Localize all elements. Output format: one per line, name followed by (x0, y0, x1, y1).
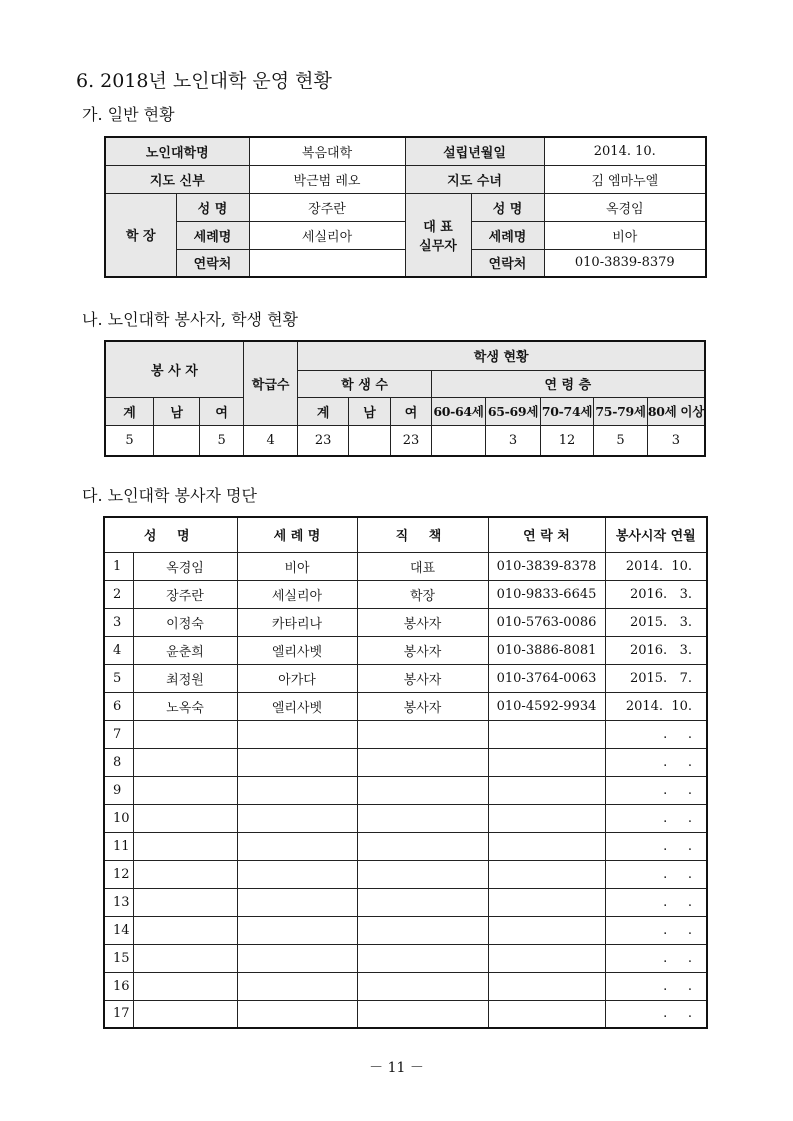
row-number: 1 (104, 552, 133, 580)
row-baptismal (237, 832, 357, 860)
row-name (133, 916, 237, 944)
row-start-date: 2016. 3. (605, 636, 707, 664)
label-principal-name: 성 명 (176, 193, 249, 221)
value-univ-name: 복음대학 (249, 137, 405, 165)
row-role (357, 860, 488, 888)
row-number: 13 (104, 888, 133, 916)
row-name (133, 832, 237, 860)
value-age-60-64 (431, 425, 486, 456)
row-names (105, 193, 706, 221)
row-start-date: . . (605, 888, 707, 916)
row-start-date: . . (605, 832, 707, 860)
table-row (104, 860, 707, 888)
label-univ-name: 노인대학명 (105, 137, 249, 165)
row-start-date: 2015. 7. (605, 664, 707, 692)
row-number: 5 (104, 664, 133, 692)
table-row (104, 692, 707, 720)
label-vol-male: 남 (153, 397, 199, 425)
label-founded: 설립년월일 (405, 137, 544, 165)
row-phone (488, 804, 605, 832)
row-start-date: 2016. 3. (605, 580, 707, 608)
row-number: 4 (104, 636, 133, 664)
row-number: 15 (104, 944, 133, 972)
section2-heading: 나. 노인대학 봉사자, 학생 현황 (82, 310, 298, 329)
value-classes: 4 (243, 425, 298, 456)
header-start: 봉사시작 연월 (605, 517, 707, 552)
table-row (104, 804, 707, 832)
row-number: 8 (104, 748, 133, 776)
table-row (104, 636, 707, 664)
value-rep-contact: 010-3839-8379 (544, 249, 706, 277)
value-vol-female: 5 (200, 425, 243, 456)
row-number: 7 (104, 720, 133, 748)
row-role: 학장 (357, 580, 488, 608)
row-phone (488, 860, 605, 888)
general-status-table (104, 136, 707, 278)
row-phone: 010-3839-8378 (488, 552, 605, 580)
row-phone (488, 1000, 605, 1028)
label-students: 학 생 수 (298, 370, 431, 397)
row-baptismal (237, 1000, 357, 1028)
section3-heading: 다. 노인대학 봉사자 명단 (82, 486, 257, 505)
label-principal-baptismal: 세례명 (176, 221, 249, 249)
volunteer-list-table (103, 516, 708, 1029)
row-start-date: . . (605, 972, 707, 1000)
row-start-date: . . (605, 944, 707, 972)
label-age-70-74: 70-74세 (540, 397, 594, 425)
row-name: 장주란 (133, 580, 237, 608)
row-start-date: . . (605, 1000, 707, 1028)
row-baptismal (237, 776, 357, 804)
label-stu-female: 여 (391, 397, 431, 425)
row-start-date: . . (605, 916, 707, 944)
label-rep-contact: 연락처 (471, 249, 544, 277)
row-number: 10 (104, 804, 133, 832)
row-phone (488, 720, 605, 748)
row-phone (488, 888, 605, 916)
row-baptismal (237, 888, 357, 916)
row-role: 봉사자 (357, 692, 488, 720)
row-start-date: 2015. 3. (605, 608, 707, 636)
row-name (133, 720, 237, 748)
label-volunteers: 봉 사 자 (105, 341, 243, 397)
table-row (104, 832, 707, 860)
value-dir-nun: 김 엠마누엘 (544, 165, 706, 193)
row-univ (105, 137, 706, 165)
row-start-date: 2014. 10. (605, 692, 707, 720)
table-row (104, 776, 707, 804)
label-age-60-64: 60-64세 (431, 397, 486, 425)
header-baptismal: 세 례 명 (237, 517, 357, 552)
row-baptismal (237, 860, 357, 888)
row-number: 16 (104, 972, 133, 1000)
row-name (133, 748, 237, 776)
row-start-date: . . (605, 776, 707, 804)
value-age-65-69: 3 (486, 425, 541, 456)
value-stu-female: 23 (391, 425, 431, 456)
row-name (133, 888, 237, 916)
value-stu-total: 23 (298, 425, 349, 456)
row-name: 옥경임 (133, 552, 237, 580)
row-name (133, 860, 237, 888)
row-role (357, 916, 488, 944)
label-rep-baptismal: 세례명 (471, 221, 544, 249)
row-baptismal (237, 748, 357, 776)
label-rep-line2: 실무자 (419, 238, 457, 254)
section1-heading: 가. 일반 현황 (82, 105, 175, 124)
header-name: 성 명 (104, 517, 237, 552)
table-row (104, 552, 707, 580)
row-phone: 010-4592-9934 (488, 692, 605, 720)
row-phone: 010-9833-6645 (488, 580, 605, 608)
row-baptismal: 비아 (237, 552, 357, 580)
row-start-date: . . (605, 720, 707, 748)
row-number: 3 (104, 608, 133, 636)
row-name (133, 972, 237, 1000)
label-classes: 학급수 (243, 341, 298, 425)
row-directors (105, 165, 706, 193)
row-baptismal: 세실리아 (237, 580, 357, 608)
row-baptismal: 아가다 (237, 664, 357, 692)
row-name (133, 776, 237, 804)
row-baptismal: 엘리사벳 (237, 636, 357, 664)
table-row (104, 748, 707, 776)
value-age-70-74: 12 (540, 425, 594, 456)
list-header-row (104, 517, 707, 552)
row-baptismal (237, 972, 357, 1000)
value-vol-total: 5 (105, 425, 153, 456)
row-role (357, 944, 488, 972)
row-phone: 010-5763-0086 (488, 608, 605, 636)
row-values (105, 425, 705, 456)
row-role (357, 832, 488, 860)
row-phone: 010-3764-0063 (488, 664, 605, 692)
row-phone (488, 916, 605, 944)
row-baptismal (237, 944, 357, 972)
volunteer-student-table (104, 340, 706, 457)
row-baptismal: 카타리나 (237, 608, 357, 636)
value-vol-male (153, 425, 199, 456)
row-start-date: 2014. 10. (605, 552, 707, 580)
value-age-75-79: 5 (594, 425, 648, 456)
row-role (357, 720, 488, 748)
row-role (357, 1000, 488, 1028)
row-number: 14 (104, 916, 133, 944)
row-number: 17 (104, 1000, 133, 1028)
table-row (104, 972, 707, 1000)
page-title: 6. 2018년 노인대학 운영 현황 (76, 70, 332, 92)
label-representative (405, 193, 471, 277)
row-header-3 (105, 397, 705, 425)
header-role: 직 책 (357, 517, 488, 552)
row-role (357, 804, 488, 832)
row-number: 12 (104, 860, 133, 888)
row-start-date: . . (605, 804, 707, 832)
row-name (133, 804, 237, 832)
row-phone (488, 832, 605, 860)
label-students-status: 학생 현황 (298, 341, 705, 370)
label-age-80-plus: 80세 이상 (647, 397, 705, 425)
row-role (357, 748, 488, 776)
row-name (133, 1000, 237, 1028)
table-row (104, 916, 707, 944)
row-number: 11 (104, 832, 133, 860)
label-rep-line1: 대 표 (423, 219, 453, 235)
row-role (357, 776, 488, 804)
row-baptismal: 엘리사벳 (237, 692, 357, 720)
label-vol-total: 계 (105, 397, 153, 425)
row-name: 노옥숙 (133, 692, 237, 720)
value-age-80-plus: 3 (647, 425, 705, 456)
label-principal-contact: 연락처 (176, 249, 249, 277)
value-principal-baptismal: 세실리아 (249, 221, 405, 249)
label-rep-name: 성 명 (471, 193, 544, 221)
row-baptismal (237, 720, 357, 748)
table-row (104, 720, 707, 748)
row-start-date: . . (605, 860, 707, 888)
table-row (104, 664, 707, 692)
row-baptismal (237, 804, 357, 832)
row-name: 이정숙 (133, 608, 237, 636)
row-role: 봉사자 (357, 664, 488, 692)
label-stu-total: 계 (298, 397, 349, 425)
row-phone: 010-3886-8081 (488, 636, 605, 664)
value-principal-contact (249, 249, 405, 277)
label-vol-female: 여 (200, 397, 243, 425)
header-phone: 연 락 처 (488, 517, 605, 552)
label-principal: 학 장 (105, 193, 176, 277)
table-row (104, 608, 707, 636)
row-baptismal (237, 916, 357, 944)
value-stu-male (348, 425, 390, 456)
row-number: 9 (104, 776, 133, 804)
row-phone (488, 776, 605, 804)
row-phone (488, 972, 605, 1000)
row-name: 최정원 (133, 664, 237, 692)
row-phone (488, 944, 605, 972)
label-dir-priest: 지도 신부 (105, 165, 249, 193)
volunteer-list-body (104, 552, 707, 1028)
row-header-1 (105, 341, 705, 370)
value-founded: 2014. 10. (544, 137, 706, 165)
value-rep-baptismal: 비아 (544, 221, 706, 249)
label-stu-male: 남 (348, 397, 390, 425)
row-name: 윤춘희 (133, 636, 237, 664)
table-row (104, 944, 707, 972)
table-row (104, 1000, 707, 1028)
row-number: 6 (104, 692, 133, 720)
table-row (104, 888, 707, 916)
value-dir-priest: 박근범 레오 (249, 165, 405, 193)
label-dir-nun: 지도 수녀 (405, 165, 544, 193)
row-number: 2 (104, 580, 133, 608)
row-start-date: . . (605, 748, 707, 776)
row-role: 대표 (357, 552, 488, 580)
label-age-group: 연 령 층 (431, 370, 705, 397)
value-rep-name: 옥경임 (544, 193, 706, 221)
row-name (133, 944, 237, 972)
value-principal-name: 장주란 (249, 193, 405, 221)
page-number: － 11 － (369, 1060, 424, 1076)
row-role: 봉사자 (357, 636, 488, 664)
row-phone (488, 748, 605, 776)
label-age-65-69: 65-69세 (486, 397, 541, 425)
row-role (357, 888, 488, 916)
table-row (104, 580, 707, 608)
row-role (357, 972, 488, 1000)
label-age-75-79: 75-79세 (594, 397, 648, 425)
row-role: 봉사자 (357, 608, 488, 636)
